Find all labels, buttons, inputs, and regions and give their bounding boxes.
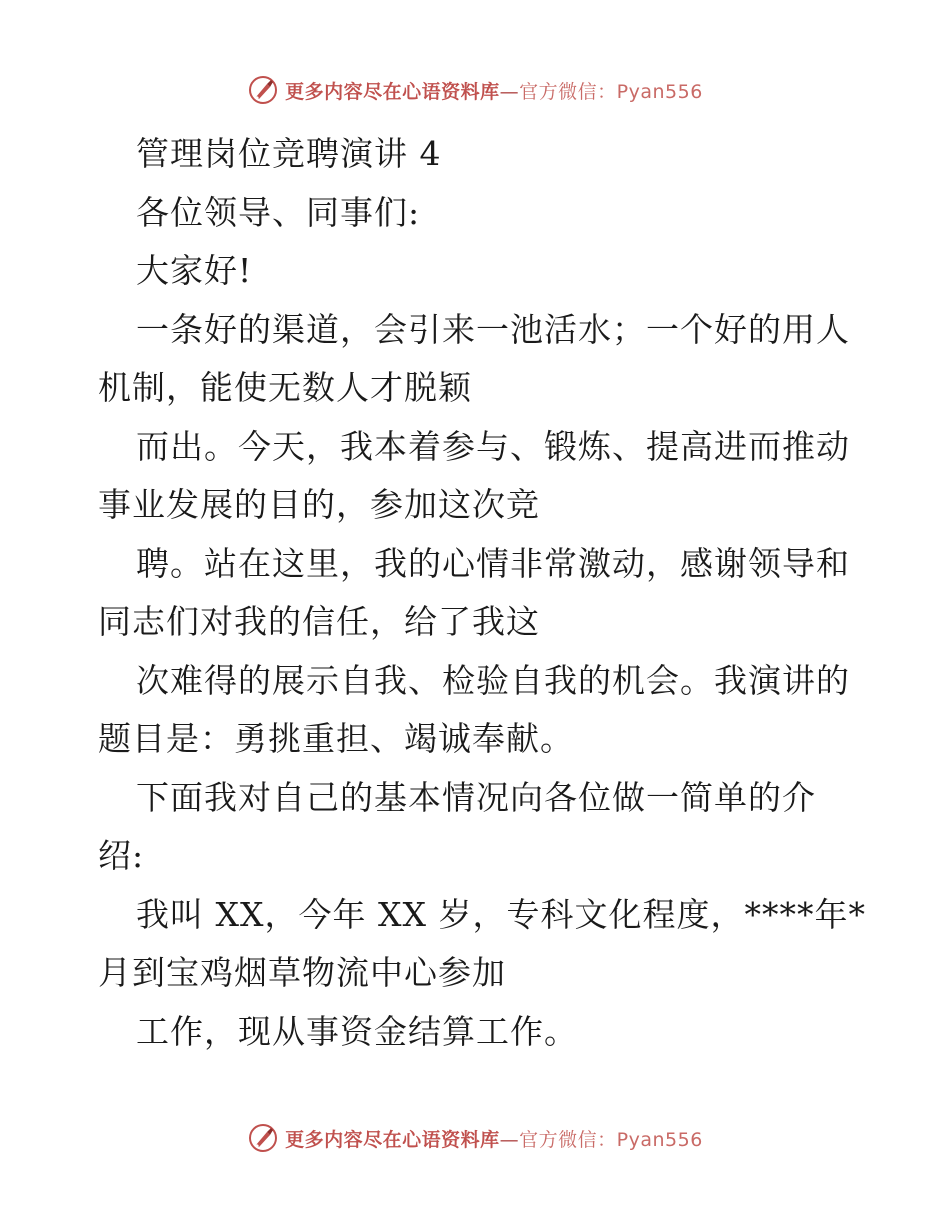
footer-banner-handle: 官方微信：Pyan556 [519,1128,703,1151]
text-line: 绍: [98,836,145,875]
footer-banner-separator: — [499,1128,520,1151]
header-banner [0,70,950,110]
text-line: 月到宝鸡烟草物流中心参加 [98,953,506,992]
footer-banner-text [285,1125,703,1152]
text-line: 聘。站在这里，我的心情非常激动，感谢领导和 [136,543,850,583]
text-line: 次难得的展示自我、检验自我的机会。我演讲的 [136,660,850,700]
header-banner-text [285,77,703,104]
text-line: 机制，能使无数人才脱颖 [98,368,472,407]
text-line: 一条好的渠道，会引来一池活水；一个好的用人 [136,309,850,349]
document-title: 管理岗位竞聘演讲 4 [136,134,442,173]
text-line: 下面我对自己的基本情况向各位做一简单的介 [136,777,816,817]
pen-logo-icon [247,74,279,106]
text-line: 各位领导、同事们: [136,192,421,232]
text-line: 而出。今天，我本着参与、锻炼、提高进而推动 [136,426,850,466]
text-line: 我叫 XX，今年 XX 岁，专科文化程度，****年* [136,894,866,934]
header-banner-handle: 官方微信：Pyan556 [519,80,703,103]
text-line: 大家好! [136,251,253,290]
document-body [98,125,866,1061]
header-banner-main: 更多内容尽在心语资料库 [285,80,500,103]
header-banner-separator: — [499,80,520,103]
text-line: 事业发展的目的，参加这次竞 [98,485,540,524]
text-line: 题目是：勇挑重担、竭诚奉献。 [98,719,574,758]
pen-logo-icon [247,1122,279,1154]
text-line: 工作，现从事资金结算工作。 [136,1011,578,1051]
footer-banner-main: 更多内容尽在心语资料库 [285,1128,500,1151]
footer-banner [0,1118,950,1158]
text-line: 同志们对我的信任，给了我这 [98,602,540,641]
